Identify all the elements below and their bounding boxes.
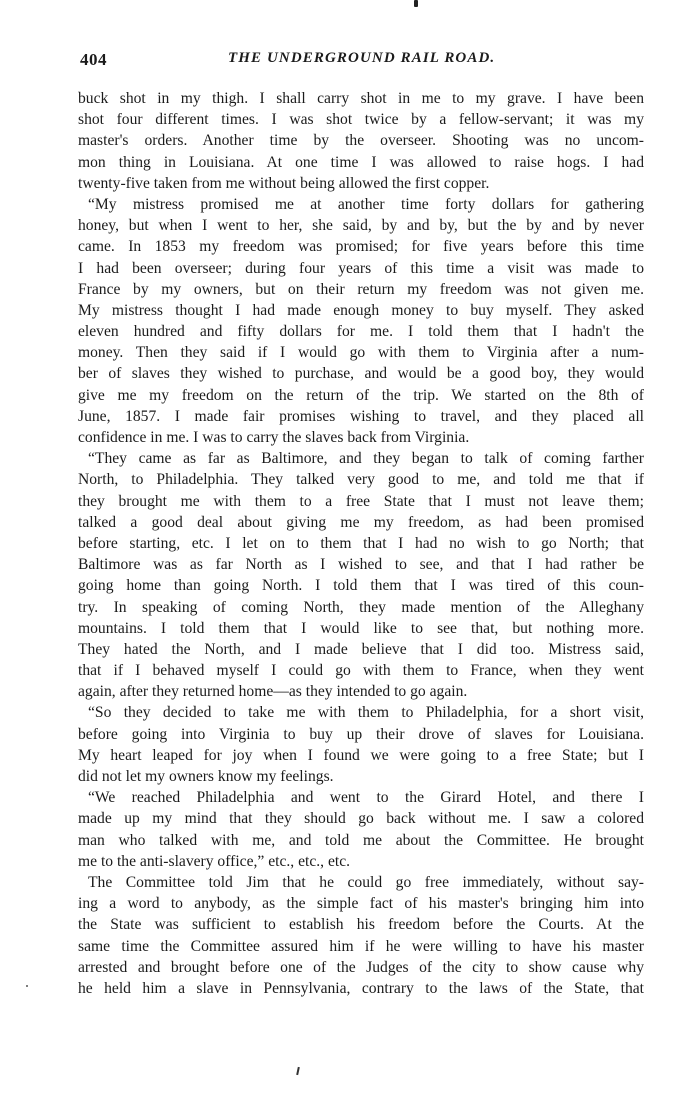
text-line: going home than going North. I told them that I was tired of this coun- xyxy=(78,577,644,595)
text-line: shot four different times. I was shot twice by a fellow-servant; it was my xyxy=(78,111,644,129)
text-line: came. In 1853 my freedom was promised; for five years before this time xyxy=(78,238,644,256)
running-title: THE UNDERGROUND RAIL ROAD. xyxy=(228,50,496,66)
text-line: ber of slaves they wished to purchase, and would be a good boy, they would xyxy=(78,365,644,383)
text-line: try. In speaking of coming North, they made mention of the Alleghany xyxy=(78,598,644,616)
text-line: France by my owners, but on their return my freedom was not given me. xyxy=(78,280,644,298)
text-line: North, to Philadelphia. They talked very good to me, and told me that if xyxy=(78,471,644,489)
text-line: master's orders. Another time by the overseer. Shooting was no uncom- xyxy=(78,132,644,150)
text-line: that if I behaved myself I could go with them to France, when they went xyxy=(78,662,644,680)
text-line: I had been overseer; during four years of this time a visit was made to xyxy=(78,259,644,277)
text-line: did not let my owners know my feelings. xyxy=(78,768,334,785)
text-line: money. Then they said if I would go with them to Virginia after a num- xyxy=(78,344,644,362)
text-line: My heart leaped for joy when I found we were going to a free State; but I xyxy=(78,746,644,764)
text-line: “They came as far as Baltimore, and they began to talk of coming farther xyxy=(88,450,644,468)
text-line: arrested and brought before one of the Judges of the city to show cause why xyxy=(78,958,644,976)
text-line: June, 1857. I made fair promises wishing to travel, and they placed all xyxy=(78,407,644,425)
text-line: man who talked with me, and told me about the Committee. He brought xyxy=(78,831,644,849)
print-speck xyxy=(26,985,28,987)
text-line: ing a word to anybody, as the simple fact of his master's bringing him into xyxy=(78,895,644,913)
text-line: the State was sufficient to establish his freedom before the Courts. At the xyxy=(78,916,644,934)
text-line: eleven hundred and fifty dollars for me. I told them that I hadn't the xyxy=(78,323,644,341)
text-line: before starting, etc. I let on to them that I had no wish to go North; that xyxy=(78,534,644,552)
text-line: The Committee told Jim that he could go free immediately, without say- xyxy=(88,873,644,891)
text-line: they brought me with them to a free State that I must not leave them; xyxy=(78,492,644,510)
text-line: buck shot in my thigh. I shall carry shot in me to my grave. I have been xyxy=(78,90,644,107)
text-line: mon thing in Louisiana. At one time I was allowed to raise hogs. I had xyxy=(78,153,644,171)
text-line: “We reached Philadelphia and went to the Girard Hotel, and there I xyxy=(88,789,644,807)
text-line: mountains. I told them that I would like to see that, but nothing more. xyxy=(78,619,644,637)
body-text xyxy=(78,88,644,999)
text-line: twenty-five taken from me without being allowed the first copper. xyxy=(78,174,490,192)
text-line: he held him a slave in Pennsylvania, contrary to the laws of the State, that xyxy=(78,979,644,997)
text-line: again, after they returned home—as they intended to go again. xyxy=(78,683,468,701)
text-line: before going into Virginia to buy up their drove of slaves for Louisiana. xyxy=(78,725,644,743)
text-line: “My mistress promised me at another time forty dollars for gathering xyxy=(88,195,644,213)
text-line: give me my freedom on the return of the trip. We started on the 8th of xyxy=(78,386,644,404)
text-line: confidence in me. I was to carry the slaves back from Virginia. xyxy=(78,429,470,446)
text-line: talked a good deal about giving me my freedom, as had been promised xyxy=(78,513,644,531)
text-line: me to the anti-slavery office,” etc., etc., etc. xyxy=(78,852,351,870)
text-line: same time the Committee assured him if he were willing to have his master xyxy=(78,937,644,955)
text-line: They hated the North, and I made believe that I did too. Mistress said, xyxy=(78,640,644,658)
print-speck xyxy=(414,0,418,7)
text-line: Baltimore was as far North as I wished to see, and that I had rather be xyxy=(78,556,644,574)
running-head xyxy=(80,50,645,74)
print-speck xyxy=(296,1067,300,1075)
text-line: My mistress thought I had made enough money to buy myself. They asked xyxy=(78,301,644,319)
text-line: “So they decided to take me with them to Philadelphia, for a short visit, xyxy=(88,704,644,722)
text-line: honey, but when I went to her, she said, by and by, but the by and by never xyxy=(78,217,644,235)
text-line: made up my mind that they should go back without me. I saw a colored xyxy=(78,810,644,828)
page-number: 404 xyxy=(80,50,107,69)
